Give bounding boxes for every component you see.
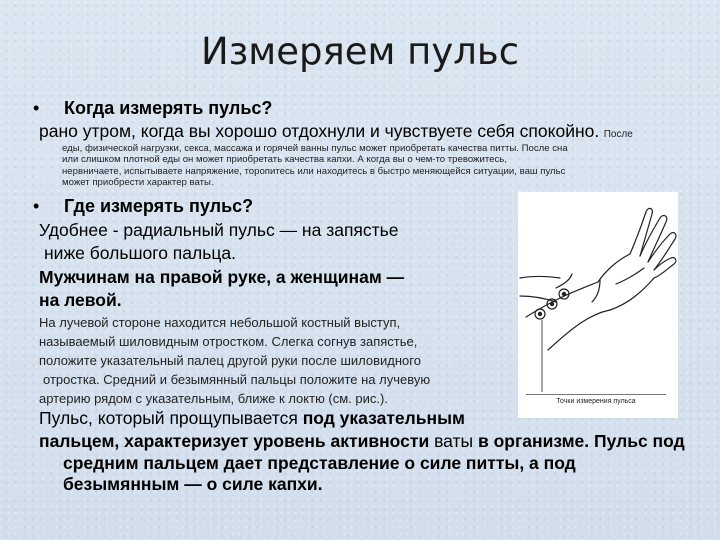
section1-small-line: нервничаете, испытываете напряжение, торопитесь или находитесь в быстро меняющейся ситуации, ваш пульс <box>62 166 566 177</box>
pulse-text-part: ваты <box>434 431 474 451</box>
section2-mid-line: отростка. Средний и безымянный пальцы положите на лучевую <box>43 372 431 387</box>
section2-mid-line: называемый шиловидным отростком. Слегка согнув запястье, <box>39 334 418 349</box>
section2-mid-line: артерию рядом с указательным, ближе к локтю (см. рис.). <box>39 391 388 406</box>
hand-illustration <box>518 192 678 392</box>
pulse-text-bold: под указательным <box>302 408 465 428</box>
pulse-paragraph-line3: средним пальцем дает представление о силе питты, а под <box>63 453 576 473</box>
bullet-marker: • <box>33 196 40 216</box>
pulse-paragraph-line1 <box>39 408 465 429</box>
section2-mid-line: На лучевой стороне находится небольшой костный выступ, <box>39 315 401 330</box>
section2-heading: Где измерять пульс? <box>64 196 254 216</box>
section1-line1-large: рано утром, когда вы хорошо отдохнули и чувствуете себя спокойно. <box>39 121 600 141</box>
section1-small-line: еды, физической нагрузки, секса, массажа и горячей ванны пульс может приобретать качества питты. После сна <box>62 143 568 154</box>
bullet-marker: • <box>33 98 40 118</box>
section1-heading: Когда измерять пульс? <box>64 98 273 118</box>
section1-line1-small: После <box>603 129 633 140</box>
hand-pulse-figure <box>518 192 678 418</box>
figure-caption: Точки измерения пульса <box>526 394 666 409</box>
section2-line1: Удобнее - радиальный пульс — на запястье <box>39 220 399 240</box>
pulse-paragraph-line4: безымянным — о силе капхи. <box>63 474 323 494</box>
section2-line2: ниже большого пальца. <box>44 243 236 263</box>
section1-small-line: может приобрести характер ваты. <box>62 177 214 188</box>
slide-title: Измеряем пульс <box>200 30 520 73</box>
pulse-text-part: Пульс, который прощупывается <box>39 408 303 428</box>
pulse-text-bold: Пульс под <box>589 431 685 451</box>
pulse-paragraph-line2 <box>39 431 685 452</box>
pulse-text-bold: в организме. <box>473 431 590 451</box>
section1-first-line <box>39 121 633 142</box>
section2-bold-line2: на левой. <box>39 290 122 310</box>
section2-mid-line: положите указательный палец другой руки после шиловидного <box>39 353 421 368</box>
section1-small-line: или слишком плотной еды он может приобретать качества капхи. А когда вы о чем-то тревожитесь, <box>62 154 507 165</box>
pulse-text-bold: пальцем, характеризует уровень активности <box>39 431 435 451</box>
section2-bold-line1: Мужчинам на правой руке, а женщинам — <box>39 267 405 287</box>
